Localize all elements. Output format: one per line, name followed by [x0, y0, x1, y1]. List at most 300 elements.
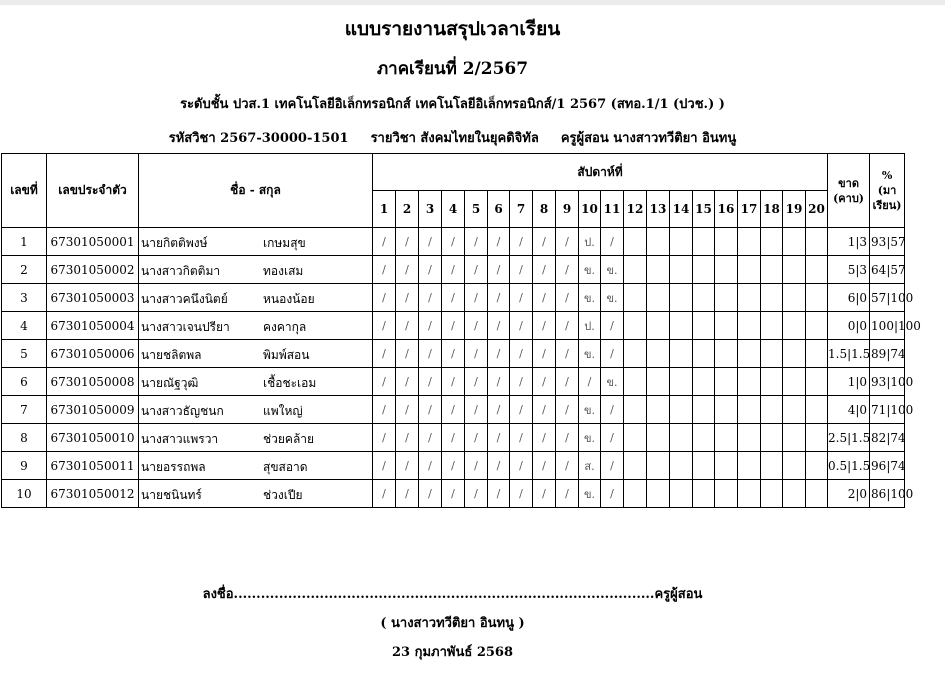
first-name: นายกิตติพงษ์: [141, 236, 208, 250]
attendance-mark: ป.: [579, 228, 601, 256]
attendance-mark: [647, 396, 670, 424]
week-header-6: 6: [488, 191, 510, 228]
attendance-mark: [624, 452, 647, 480]
first-name: นายชนินทร์: [141, 488, 202, 502]
attendance-mark: [647, 312, 670, 340]
attendance-mark: [738, 424, 761, 452]
attendance-mark: [806, 452, 828, 480]
attendance-mark: /: [601, 480, 624, 508]
student-name: [139, 368, 373, 396]
week-header-14: 14: [670, 191, 693, 228]
table-row: [2, 340, 905, 368]
attendance-mark: [647, 228, 670, 256]
first-name: นางสาวแพรวา: [141, 432, 219, 446]
attendance-mark: /: [556, 256, 579, 284]
attendance-mark: [806, 340, 828, 368]
attendance-mark: [738, 368, 761, 396]
attendance-mark: [715, 228, 738, 256]
week-header-17: 17: [738, 191, 761, 228]
week-header-5: 5: [465, 191, 488, 228]
attendance-percent: 57|100: [870, 284, 905, 312]
attendance-mark: [738, 256, 761, 284]
absent-periods: 0.5|1.5: [828, 452, 870, 480]
attendance-mark: /: [465, 312, 488, 340]
attendance-mark: [783, 284, 806, 312]
attendance-mark: [647, 480, 670, 508]
attendance-mark: [693, 228, 715, 256]
attendance-mark: /: [396, 368, 419, 396]
table-row: [2, 368, 905, 396]
attendance-mark: [761, 340, 783, 368]
student-name: [139, 228, 373, 256]
attendance-mark: [738, 284, 761, 312]
attendance-mark: [783, 312, 806, 340]
attendance-mark: /: [396, 480, 419, 508]
top-divider: [0, 0, 945, 5]
attendance-mark: [783, 228, 806, 256]
attendance-mark: /: [601, 228, 624, 256]
attendance-mark: [738, 340, 761, 368]
attendance-mark: /: [373, 424, 396, 452]
attendance-mark: /: [419, 228, 442, 256]
attendance-mark: [783, 340, 806, 368]
student-name: [139, 284, 373, 312]
attendance-mark: [670, 396, 693, 424]
attendance-mark: [806, 480, 828, 508]
attendance-mark: /: [488, 480, 510, 508]
header-student-id: เลขประจำตัว: [47, 154, 139, 228]
teacher-line: ครูผู้สอน นางสาวทวีติยา อินทนู: [560, 131, 737, 146]
attendance-mark: /: [510, 396, 533, 424]
table-row: [2, 312, 905, 340]
attendance-mark: /: [533, 368, 556, 396]
attendance-mark: [670, 312, 693, 340]
course-code: รหัสวิชา 2567-30000-1501: [168, 131, 349, 146]
attendance-percent: 100|100: [870, 312, 905, 340]
attendance-percent: 93|57: [870, 228, 905, 256]
attendance-percent: 82|74: [870, 424, 905, 452]
attendance-mark: /: [533, 256, 556, 284]
attendance-mark: /: [488, 228, 510, 256]
attendance-mark: ข.: [579, 284, 601, 312]
attendance-mark: /: [510, 368, 533, 396]
table-row: [2, 396, 905, 424]
week-header-10: 10: [579, 191, 601, 228]
attendance-mark: /: [396, 452, 419, 480]
last-name: แพใหญ่: [263, 404, 303, 418]
student-name: [139, 452, 373, 480]
attendance-mark: /: [510, 256, 533, 284]
attendance-mark: /: [396, 312, 419, 340]
attendance-mark: /: [488, 284, 510, 312]
student-id: 67301050006: [47, 340, 139, 368]
attendance-mark: /: [533, 424, 556, 452]
attendance-mark: /: [465, 396, 488, 424]
attendance-mark: [624, 396, 647, 424]
first-name: นายอรรถพล: [141, 460, 206, 474]
row-number: 9: [2, 452, 47, 480]
course-info-line: [0, 127, 905, 148]
row-number: 4: [2, 312, 47, 340]
table-row: [2, 452, 905, 480]
absent-periods: 1|0: [828, 368, 870, 396]
attendance-mark: /: [419, 452, 442, 480]
attendance-mark: [624, 256, 647, 284]
week-header-1: 1: [373, 191, 396, 228]
row-number: 6: [2, 368, 47, 396]
attendance-mark: /: [442, 452, 465, 480]
attendance-percent: 71|100: [870, 396, 905, 424]
week-header-18: 18: [761, 191, 783, 228]
student-name: [139, 424, 373, 452]
first-name: นางสาวกิตติมา: [141, 264, 221, 278]
attendance-mark: [624, 312, 647, 340]
attendance-mark: [806, 368, 828, 396]
attendance-mark: [783, 256, 806, 284]
student-id: 67301050003: [47, 284, 139, 312]
attendance-mark: [761, 396, 783, 424]
attendance-mark: /: [442, 340, 465, 368]
attendance-mark: [783, 368, 806, 396]
attendance-mark: [693, 340, 715, 368]
attendance-mark: [761, 312, 783, 340]
attendance-mark: [693, 256, 715, 284]
header-absent: ขาด (คาบ): [828, 154, 870, 228]
attendance-mark: /: [419, 340, 442, 368]
attendance-mark: [715, 396, 738, 424]
attendance-mark: /: [465, 368, 488, 396]
attendance-mark: [624, 480, 647, 508]
attendance-mark: [693, 424, 715, 452]
attendance-mark: [670, 480, 693, 508]
first-name: นางสาวธัญชนก: [141, 404, 224, 418]
last-name: ทองเสม: [263, 264, 304, 278]
attendance-mark: /: [488, 312, 510, 340]
attendance-mark: /: [465, 256, 488, 284]
week-header-3: 3: [419, 191, 442, 228]
attendance-mark: ข.: [579, 340, 601, 368]
course-name: รายวิชา สังคมไทยในยุคดิจิทัล: [370, 131, 539, 146]
header-weeks: สัปดาห์ที่: [373, 154, 828, 191]
attendance-mark: /: [419, 312, 442, 340]
attendance-percent: 64|57: [870, 256, 905, 284]
table-row: [2, 228, 905, 256]
attendance-mark: [761, 424, 783, 452]
attendance-mark: [806, 312, 828, 340]
attendance-mark: [806, 424, 828, 452]
row-number: 5: [2, 340, 47, 368]
attendance-mark: /: [373, 368, 396, 396]
attendance-mark: [761, 284, 783, 312]
attendance-mark: /: [465, 284, 488, 312]
report-date: 23 กุมภาพันธ์ 2568: [391, 645, 514, 660]
first-name: นางสาวคนึงนิตย์: [141, 292, 228, 306]
attendance-mark: [624, 368, 647, 396]
attendance-mark: /: [442, 228, 465, 256]
attendance-mark: /: [556, 452, 579, 480]
attendance-mark: /: [396, 256, 419, 284]
attendance-percent: 96|74: [870, 452, 905, 480]
attendance-mark: [647, 424, 670, 452]
attendance-mark: /: [556, 368, 579, 396]
table-row: [2, 256, 905, 284]
attendance-mark: /: [556, 312, 579, 340]
student-name: [139, 312, 373, 340]
attendance-mark: /: [396, 284, 419, 312]
attendance-mark: [693, 452, 715, 480]
attendance-mark: [670, 256, 693, 284]
attendance-mark: /: [556, 284, 579, 312]
attendance-mark: [783, 452, 806, 480]
attendance-mark: /: [556, 340, 579, 368]
attendance-mark: [670, 284, 693, 312]
attendance-mark: /: [556, 396, 579, 424]
week-header-20: 20: [806, 191, 828, 228]
attendance-percent: 89|74: [870, 340, 905, 368]
attendance-mark: [715, 284, 738, 312]
student-name: [139, 340, 373, 368]
student-id: 67301050009: [47, 396, 139, 424]
attendance-mark: /: [465, 452, 488, 480]
attendance-mark: /: [465, 480, 488, 508]
attendance-mark: /: [488, 368, 510, 396]
attendance-table: [1, 153, 921, 508]
attendance-mark: ข.: [579, 396, 601, 424]
attendance-mark: /: [373, 228, 396, 256]
last-name: เกษมสุข: [263, 236, 306, 250]
attendance-mark: [715, 368, 738, 396]
attendance-mark: /: [533, 480, 556, 508]
week-header-19: 19: [783, 191, 806, 228]
attendance-mark: [670, 368, 693, 396]
attendance-mark: /: [442, 424, 465, 452]
student-id: 67301050001: [47, 228, 139, 256]
table-row: [2, 284, 905, 312]
attendance-mark: /: [533, 312, 556, 340]
attendance-mark: /: [533, 340, 556, 368]
attendance-mark: [693, 396, 715, 424]
week-header-7: 7: [510, 191, 533, 228]
attendance-mark: /: [510, 312, 533, 340]
attendance-mark: /: [601, 424, 624, 452]
absent-periods: 5|3: [828, 256, 870, 284]
attendance-mark: [783, 480, 806, 508]
attendance-mark: /: [510, 340, 533, 368]
attendance-mark: /: [601, 312, 624, 340]
attendance-mark: ข.: [601, 284, 624, 312]
student-name: [139, 480, 373, 508]
absent-periods: 2.5|1.5: [828, 424, 870, 452]
attendance-mark: /: [396, 396, 419, 424]
attendance-mark: /: [373, 452, 396, 480]
attendance-mark: ข.: [579, 424, 601, 452]
attendance-mark: [761, 368, 783, 396]
attendance-mark: /: [533, 396, 556, 424]
attendance-rows: [2, 228, 921, 508]
attendance-mark: [693, 312, 715, 340]
first-name: นายณัฐวุฒิ: [141, 376, 199, 390]
attendance-mark: /: [373, 396, 396, 424]
attendance-mark: /: [419, 284, 442, 312]
attendance-mark: [738, 452, 761, 480]
attendance-mark: /: [556, 424, 579, 452]
week-header-15: 15: [693, 191, 715, 228]
attendance-mark: ป.: [579, 312, 601, 340]
first-name: นายชลิตพล: [141, 348, 202, 362]
row-number: 8: [2, 424, 47, 452]
attendance-mark: [647, 340, 670, 368]
student-id: 67301050008: [47, 368, 139, 396]
signature-line: ลงชื่อ.............................................................................................ครูผู้สอน: [202, 587, 703, 602]
row-number: 2: [2, 256, 47, 284]
attendance-mark: /: [510, 284, 533, 312]
last-name: ช่วงเปีย: [263, 488, 303, 502]
attendance-mark: [738, 312, 761, 340]
attendance-mark: [806, 396, 828, 424]
absent-periods: 0|0: [828, 312, 870, 340]
student-name: [139, 396, 373, 424]
week-header-9: 9: [556, 191, 579, 228]
report-title: แบบรายงานสรุปเวลาเรียน: [344, 18, 561, 40]
attendance-mark: [624, 284, 647, 312]
attendance-mark: [806, 228, 828, 256]
attendance-mark: /: [556, 228, 579, 256]
semester-title: ภาคเรียนที่ 2/2567: [376, 59, 529, 79]
attendance-mark: /: [533, 284, 556, 312]
attendance-mark: /: [442, 312, 465, 340]
attendance-mark: /: [579, 368, 601, 396]
week-header-2: 2: [396, 191, 419, 228]
attendance-mark: [647, 452, 670, 480]
last-name: เชื้อชะเอม: [263, 376, 317, 390]
last-name: ช่วยคล้าย: [263, 432, 315, 446]
student-id: 67301050002: [47, 256, 139, 284]
last-name: คงคากุล: [263, 320, 307, 334]
attendance-mark: /: [373, 312, 396, 340]
attendance-mark: [761, 256, 783, 284]
header-percent: % (มา เรียน): [870, 154, 905, 228]
attendance-mark: [715, 480, 738, 508]
attendance-mark: [670, 340, 693, 368]
attendance-mark: /: [488, 340, 510, 368]
attendance-mark: ส.: [579, 452, 601, 480]
attendance-mark: /: [419, 396, 442, 424]
absent-periods: 1.5|1.5: [828, 340, 870, 368]
attendance-mark: [738, 228, 761, 256]
attendance-mark: [738, 480, 761, 508]
attendance-mark: /: [373, 340, 396, 368]
attendance-mark: /: [601, 396, 624, 424]
last-name: สุขสอาด: [263, 460, 308, 474]
attendance-mark: [715, 424, 738, 452]
student-name: [139, 256, 373, 284]
student-id: 67301050010: [47, 424, 139, 452]
attendance-mark: [647, 256, 670, 284]
attendance-mark: [693, 368, 715, 396]
attendance-mark: [715, 256, 738, 284]
attendance-mark: /: [396, 424, 419, 452]
attendance-mark: [761, 228, 783, 256]
class-level-line: ระดับชั้น ปวส.1 เทคโนโลยีอิเล็กทรอนิกส์ เทคโนโลยีอิเล็กทรอนิกส์/1 2567 (สทอ.1/1 (ปวช.) ): [180, 97, 725, 112]
attendance-mark: [738, 396, 761, 424]
row-number: 1: [2, 228, 47, 256]
first-name: นางสาวเจนปรียา: [141, 320, 230, 334]
row-number: 7: [2, 396, 47, 424]
attendance-mark: /: [488, 424, 510, 452]
attendance-mark: /: [510, 480, 533, 508]
header-name: ชื่อ - สกุล: [139, 154, 373, 228]
attendance-mark: /: [488, 452, 510, 480]
attendance-mark: /: [419, 368, 442, 396]
attendance-mark: /: [510, 228, 533, 256]
attendance-mark: /: [373, 284, 396, 312]
attendance-percent: 93|100: [870, 368, 905, 396]
absent-periods: 1|3: [828, 228, 870, 256]
attendance-mark: /: [601, 452, 624, 480]
attendance-mark: [624, 228, 647, 256]
last-name: พิมพ์สอน: [263, 348, 310, 362]
table-row: [2, 424, 905, 452]
absent-periods: 6|0: [828, 284, 870, 312]
row-number: 10: [2, 480, 47, 508]
attendance-mark: [624, 340, 647, 368]
attendance-mark: ข.: [601, 256, 624, 284]
attendance-mark: [761, 452, 783, 480]
attendance-mark: [715, 312, 738, 340]
attendance-mark: [783, 396, 806, 424]
attendance-mark: /: [488, 396, 510, 424]
attendance-mark: /: [465, 424, 488, 452]
attendance-mark: [715, 452, 738, 480]
attendance-mark: /: [373, 480, 396, 508]
attendance-mark: /: [556, 480, 579, 508]
attendance-mark: /: [419, 424, 442, 452]
attendance-mark: /: [510, 424, 533, 452]
attendance-mark: /: [442, 396, 465, 424]
attendance-mark: /: [373, 256, 396, 284]
attendance-mark: /: [419, 256, 442, 284]
attendance-mark: /: [442, 256, 465, 284]
student-id: 67301050012: [47, 480, 139, 508]
week-header-4: 4: [442, 191, 465, 228]
attendance-mark: [783, 424, 806, 452]
absent-periods: 2|0: [828, 480, 870, 508]
attendance-mark: /: [488, 256, 510, 284]
attendance-mark: /: [465, 340, 488, 368]
attendance-mark: /: [465, 228, 488, 256]
attendance-mark: [670, 424, 693, 452]
attendance-mark: /: [533, 452, 556, 480]
attendance-mark: ข.: [601, 368, 624, 396]
row-number: 3: [2, 284, 47, 312]
attendance-mark: /: [601, 340, 624, 368]
table-row: [2, 480, 905, 508]
attendance-mark: [693, 284, 715, 312]
signer-name: ( นางสาวทวีติยา อินทนู ): [380, 616, 525, 631]
attendance-mark: /: [442, 480, 465, 508]
attendance-mark: /: [442, 284, 465, 312]
attendance-mark: /: [396, 228, 419, 256]
week-header-12: 12: [624, 191, 647, 228]
attendance-mark: [670, 452, 693, 480]
attendance-mark: [761, 480, 783, 508]
student-id: 67301050004: [47, 312, 139, 340]
attendance-mark: [647, 368, 670, 396]
attendance-mark: [715, 340, 738, 368]
student-id: 67301050011: [47, 452, 139, 480]
attendance-mark: /: [419, 480, 442, 508]
attendance-mark: /: [533, 228, 556, 256]
